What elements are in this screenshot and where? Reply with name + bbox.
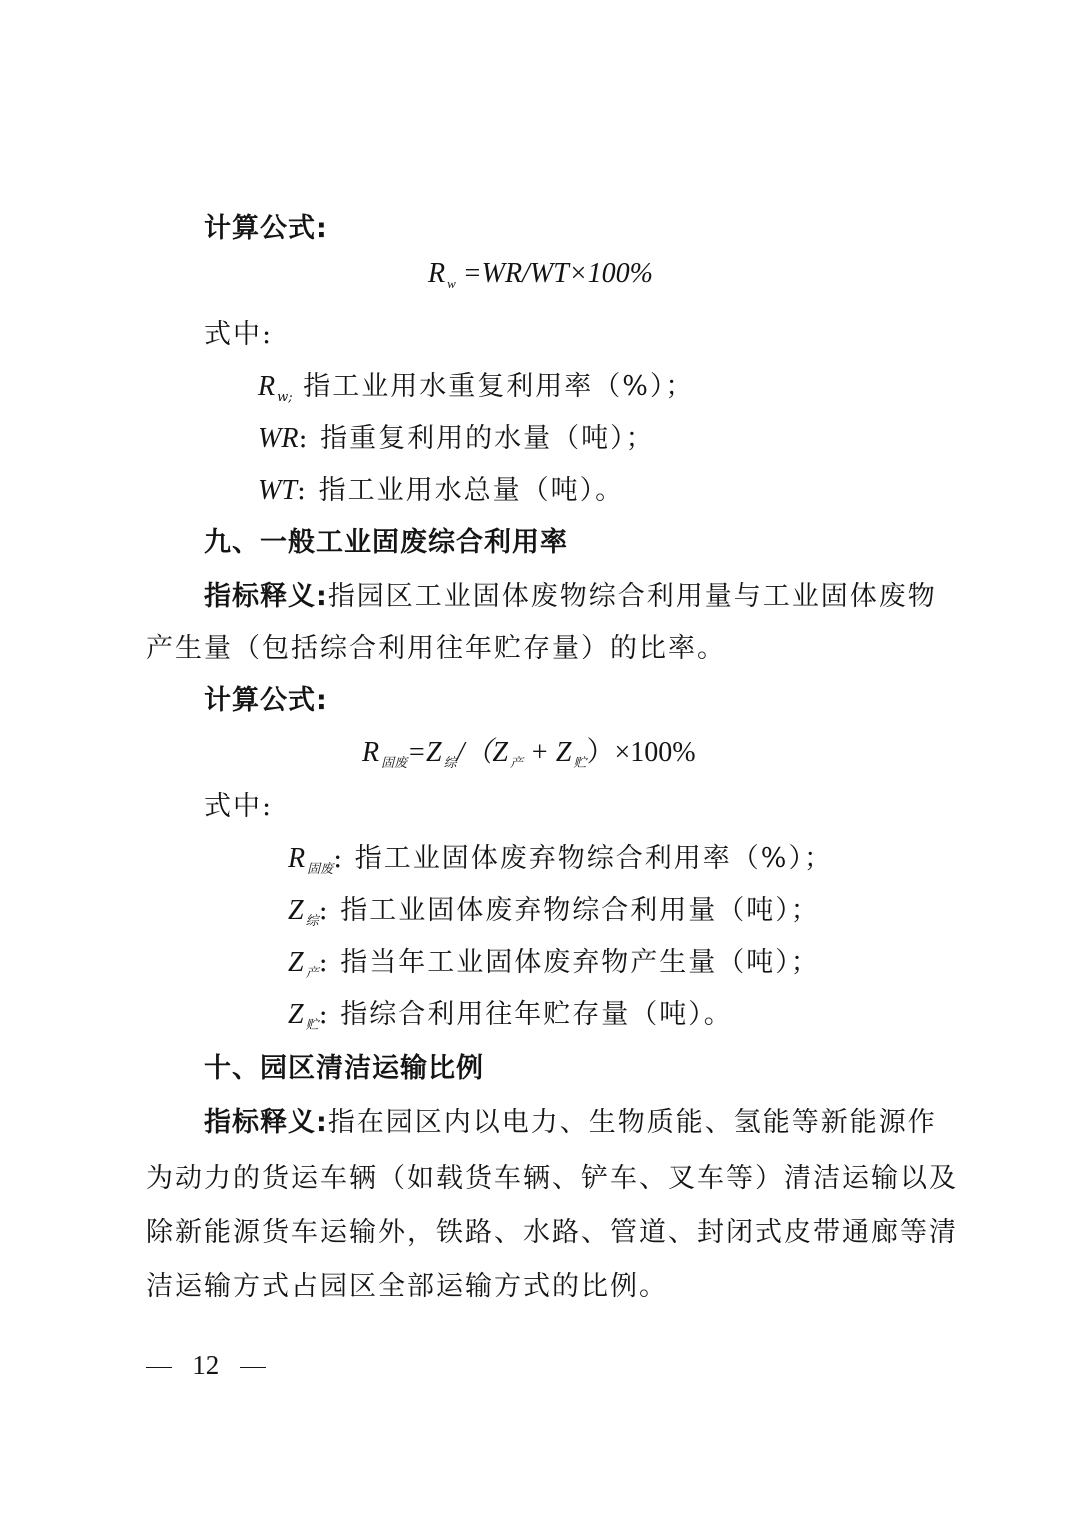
formula-subscript: 固废 [381,755,408,770]
definition-var: Z [288,895,304,926]
formula-subscript: 综 [443,755,457,770]
where-label: 式中: [204,319,274,350]
formula-expression: + Z [522,737,572,768]
definition-text: 指在园区内以电力、生物质能、氢能等新能源作 [327,1107,937,1138]
page-footer [146,1350,266,1381]
definition-z-comprehensive [288,888,820,929]
definition-z-stored [288,992,733,1033]
definition-text: : 指综合利用往年贮存量（吨）。 [318,999,733,1030]
definition-wr [258,416,655,455]
definition-text: : 指工业用水总量（吨）。 [296,475,625,506]
section-heading-10: 十、园区清洁运输比例 [204,1053,484,1084]
definition-paragraph-9-cont: 产生量（包括综合利用往年贮存量）的比率。 [146,633,726,664]
definition-wt [258,468,624,507]
definition-rw [258,364,694,405]
definition-text: : 指工业固体废弃物综合利用量（吨）； [318,895,820,926]
definition-paragraph-9 [204,574,937,613]
definition-var: Z [288,947,304,978]
definition-label: 指标释义: [204,581,328,612]
footer-dash-right [240,1367,266,1368]
formula-var: R [362,737,380,768]
formula-expression: ）×100% [586,737,696,768]
section-heading-9: 九、一般工业固废综合利用率 [204,527,568,558]
footer-dash-left [146,1367,172,1368]
calc-formula-label: 计算公式: [204,213,328,244]
definition-subscript: 固废 [307,862,334,877]
definition-var: WR [258,423,299,454]
definition-text: : 指当年工业固体废弃物产生量（吨）； [318,947,820,978]
definition-subscript: 综 [305,914,319,929]
definition-var: Z [288,999,304,1030]
formula-expression: =WR/WT×100% [455,258,653,289]
definition-z-produced [288,940,820,981]
definition-r-solid-waste [288,836,833,877]
definition-var: R [258,371,276,402]
formula-expression: /（Z [456,737,508,768]
definition-var: R [288,843,306,874]
definition-text: 指园区工业固体废物综合利用量与工业固体废物 [327,581,937,612]
where-label: 式中: [204,791,274,822]
formula-subscript: 贮 [573,755,587,770]
definition-paragraph-10-cont: 洁运输方式占园区全部运输方式的比例。 [146,1271,668,1302]
definition-text: : 指工业固体废弃物综合利用率（%）； [333,843,833,874]
definition-subscript: 产 [305,966,319,981]
definition-label: 指标释义: [204,1107,328,1138]
formula-water-reuse [428,258,653,292]
page-number: 12 [192,1350,220,1380]
definition-subscript: w; [277,390,293,405]
definition-paragraph-10-cont: 为动力的货运车辆（如载货车辆、铲车、叉车等）清洁运输以及 [146,1163,958,1194]
definition-subscript: 贮 [305,1018,319,1033]
formula-subscript: w [447,276,456,291]
definition-paragraph-10 [204,1100,937,1139]
formula-expression: =Z [407,737,442,768]
calc-formula-label: 计算公式: [204,685,328,716]
formula-var: R [428,258,446,289]
definition-var: WT [258,475,297,506]
formula-solid-waste [362,730,696,771]
formula-subscript: 产 [509,755,523,770]
definition-text: 指工业用水重复利用率（%）； [292,371,695,402]
definition-text: : 指重复利用的水量（吨）； [298,423,655,454]
definition-paragraph-10-cont: 除新能源货车运输外，铁路、水路、管道、封闭式皮带通廊等清 [146,1217,958,1248]
